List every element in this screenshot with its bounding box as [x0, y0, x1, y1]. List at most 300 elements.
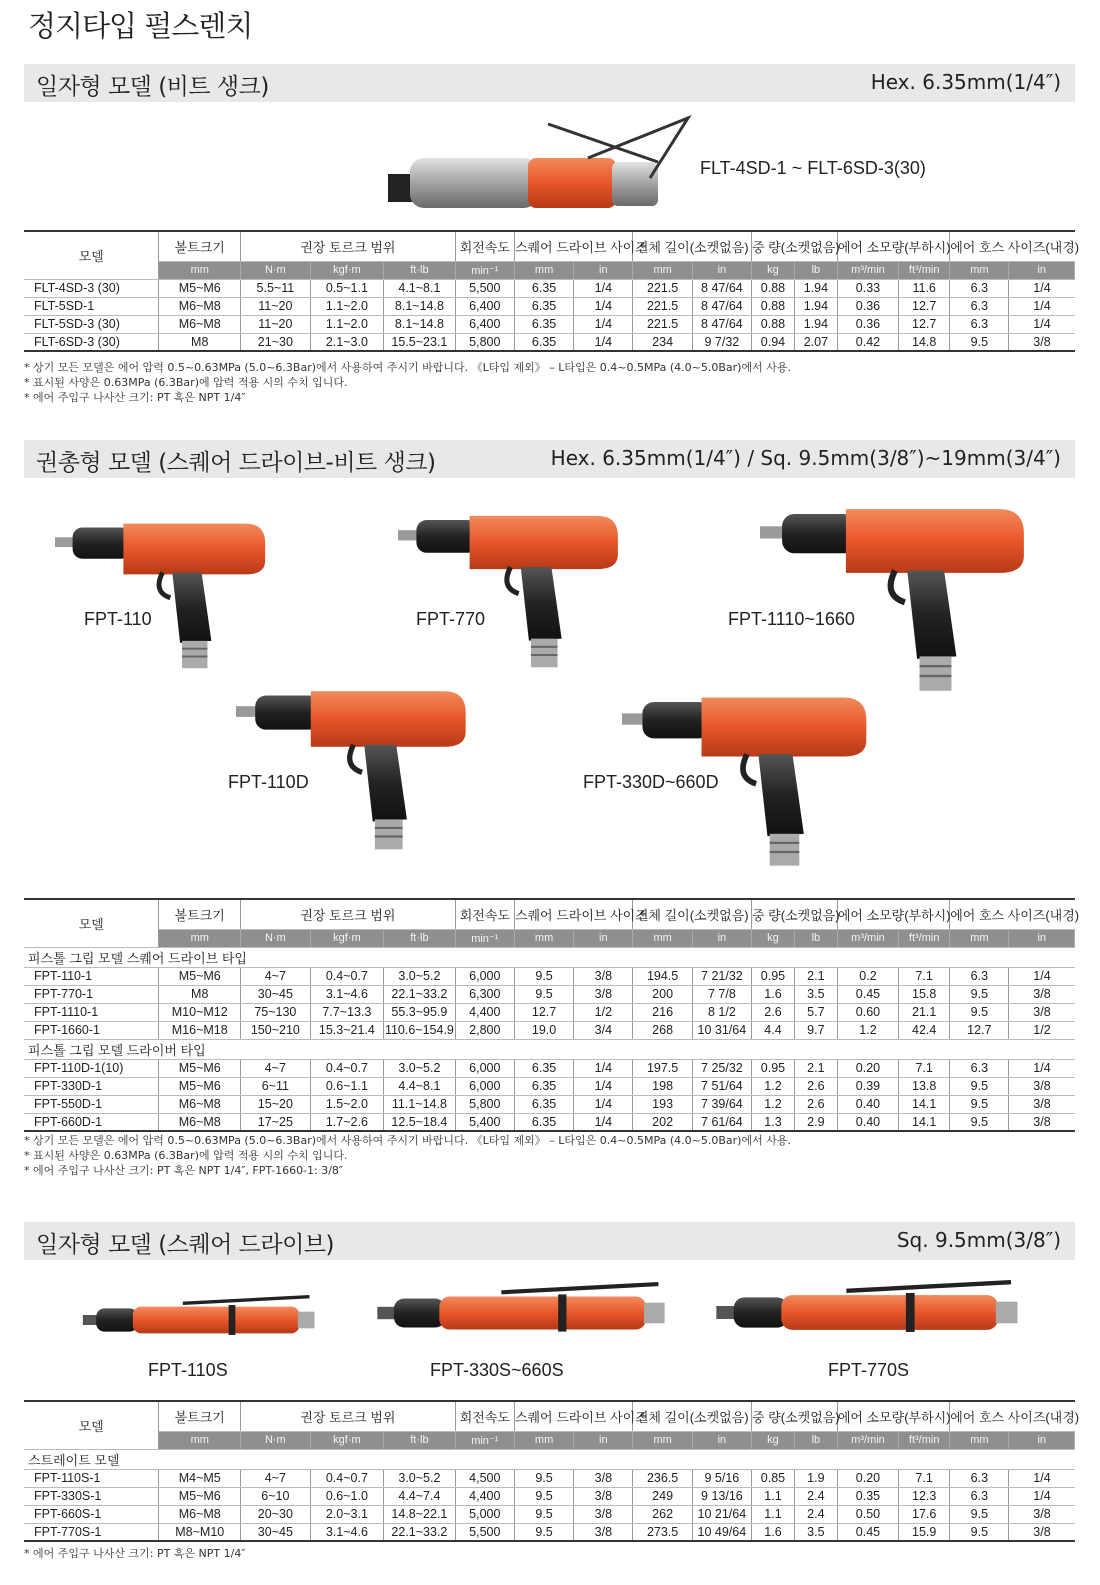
- value-cell: 9.5: [950, 1523, 1009, 1541]
- spec-table-fpt-straight: [24, 1400, 1080, 1542]
- value-cell: 2.07: [794, 333, 837, 351]
- value-cell: 1/4: [1009, 1487, 1075, 1505]
- value-cell: M6~M8: [159, 1095, 241, 1113]
- note-line: * 에어 주입구 나사산 크기: PT 혹은 NPT 1/4″: [24, 1547, 246, 1560]
- header-weight: 중 량(소켓없음): [752, 231, 838, 261]
- fpt-110-label: FPT-110: [84, 609, 152, 629]
- value-cell: 4.1~8.1: [384, 279, 456, 297]
- value-cell: 273.5: [633, 1523, 692, 1541]
- unit-label: mm: [950, 1431, 1009, 1449]
- value-cell: 268: [633, 1021, 692, 1039]
- value-cell: 15.8: [899, 985, 950, 1003]
- value-cell: 15.5~23.1: [384, 333, 456, 351]
- value-cell: 200: [633, 985, 692, 1003]
- section-header-straight-bit: [24, 64, 1075, 102]
- value-cell: 9.5: [950, 1095, 1009, 1113]
- header-bolt: 볼트크기: [159, 899, 241, 929]
- header-hose: 에어 호스 사이즈(내경): [950, 231, 1075, 261]
- value-cell: 7 7/8: [692, 985, 751, 1003]
- unit-label: N·m: [241, 929, 310, 947]
- value-cell: 6.35: [514, 333, 573, 351]
- value-cell: 262: [633, 1505, 692, 1523]
- fpt-330s-image: [372, 1282, 672, 1344]
- header-hose: 에어 호스 사이즈(내경): [950, 899, 1075, 929]
- value-cell: 0.4~0.7: [310, 967, 384, 985]
- value-cell: M8: [159, 985, 241, 1003]
- value-cell: M5~M6: [159, 1077, 241, 1095]
- model-cell: FPT-110D-1(10): [24, 1059, 159, 1077]
- table-row: [24, 1059, 1075, 1077]
- value-cell: 0.95: [752, 967, 795, 985]
- unit-label: kgf·m: [310, 1431, 384, 1449]
- value-cell: 6.3: [950, 279, 1009, 297]
- table-row: [24, 967, 1075, 985]
- value-cell: 1.1~2.0: [310, 297, 384, 315]
- unit-label: m³/min: [837, 261, 898, 279]
- model-cell: FPT-660D-1: [24, 1113, 159, 1131]
- value-cell: 249: [633, 1487, 692, 1505]
- header-weight: 중 량(소켓없음): [752, 899, 838, 929]
- value-cell: 3.0~5.2: [384, 1469, 456, 1487]
- value-cell: M6~M8: [159, 1505, 241, 1523]
- value-cell: 11~20: [241, 315, 310, 333]
- table-row: [24, 1113, 1075, 1131]
- fpt-1110-label: FPT-1110~1660: [728, 609, 855, 629]
- value-cell: 2.1: [794, 1059, 837, 1077]
- table-row: [24, 1487, 1075, 1505]
- value-cell: 0.45: [837, 985, 898, 1003]
- table-row: [24, 1505, 1075, 1523]
- value-cell: 19.0: [514, 1021, 573, 1039]
- value-cell: 9 5/16: [692, 1469, 751, 1487]
- unit-label: min⁻¹: [455, 1431, 514, 1449]
- value-cell: 6.35: [514, 1113, 573, 1131]
- value-cell: 7.1: [899, 1059, 950, 1077]
- value-cell: 1.6: [752, 985, 795, 1003]
- value-cell: 12.7: [899, 315, 950, 333]
- value-cell: 15.3~21.4: [310, 1021, 384, 1039]
- table-row: [24, 1021, 1075, 1039]
- fpt-110d-image: [236, 676, 471, 856]
- value-cell: 9.5: [950, 1113, 1009, 1131]
- value-cell: 1/4: [574, 1059, 633, 1077]
- fpt-110s-label: FPT-110S: [148, 1360, 228, 1380]
- value-cell: 0.35: [837, 1487, 898, 1505]
- fpt-110s-image: [62, 1295, 337, 1345]
- value-cell: 21~30: [241, 333, 310, 351]
- value-cell: 1.6: [752, 1523, 795, 1541]
- page-title: 정지타입 펄스렌치: [28, 9, 253, 43]
- table-row: [24, 279, 1075, 297]
- value-cell: 193: [633, 1095, 692, 1113]
- unit-label: N·m: [241, 1431, 310, 1449]
- value-cell: 9 7/32: [692, 333, 751, 351]
- unit-label: in: [1009, 1431, 1075, 1449]
- note-line: * 상기 모든 모델은 에어 압력 0.5~0.63MPa (5.0~6.3Bar)에서 사용하여 주시기 바랍니다. 《L타입 제외》 – L타입은 0.4~0.5MPa (4.0~5.0Bar)에서 사용.: [24, 361, 791, 374]
- value-cell: 0.88: [752, 315, 795, 333]
- table-row: [24, 1523, 1075, 1541]
- value-cell: 9.5: [514, 1487, 573, 1505]
- value-cell: 3/8: [574, 1487, 633, 1505]
- table-row: [24, 985, 1075, 1003]
- value-cell: 2.1~3.0: [310, 333, 384, 351]
- value-cell: M10~M12: [159, 1003, 241, 1021]
- value-cell: 3/8: [574, 967, 633, 985]
- value-cell: 1.94: [794, 297, 837, 315]
- value-cell: 6,400: [455, 297, 514, 315]
- header-speed: 회전속도: [455, 899, 514, 929]
- value-cell: 1.94: [794, 315, 837, 333]
- value-cell: 0.50: [837, 1505, 898, 1523]
- header-length: 전체 길이(소켓없음): [633, 1401, 752, 1431]
- model-cell: FLT-4SD-3 (30): [24, 279, 159, 297]
- section-spec: Sq. 9.5mm(3/8″): [896, 1228, 1061, 1252]
- flt-tool-label: FLT-4SD-1 ~ FLT-6SD-3(30): [700, 158, 926, 178]
- value-cell: 3.0~5.2: [384, 967, 456, 985]
- value-cell: 20~30: [241, 1505, 310, 1523]
- unit-label: mm: [633, 1431, 692, 1449]
- value-cell: 4~7: [241, 1059, 310, 1077]
- header-hose: 에어 호스 사이즈(내경): [950, 1401, 1075, 1431]
- model-cell: FPT-660S-1: [24, 1505, 159, 1523]
- value-cell: 6,400: [455, 315, 514, 333]
- value-cell: 4,500: [455, 1469, 514, 1487]
- value-cell: 3/8: [1009, 1003, 1075, 1021]
- section-spec: Hex. 6.35mm(1/4″) / Sq. 9.5mm(3/8″)~19mm(3/4″): [550, 446, 1061, 470]
- section-header-straight-square: [24, 1222, 1075, 1260]
- value-cell: 1.3: [752, 1113, 795, 1131]
- value-cell: 14.8~22.1: [384, 1505, 456, 1523]
- value-cell: 17.6: [899, 1505, 950, 1523]
- unit-label: min⁻¹: [455, 261, 514, 279]
- value-cell: 0.6~1.1: [310, 1077, 384, 1095]
- value-cell: 1/4: [1009, 1059, 1075, 1077]
- value-cell: 110.6~154.9: [384, 1023, 454, 1037]
- value-cell: 8 47/64: [692, 297, 751, 315]
- value-cell: 3/8: [574, 1523, 633, 1541]
- value-cell: M5~M6: [159, 279, 241, 297]
- value-cell: 22.1~33.2: [384, 1523, 456, 1541]
- header-length: 전체 길이(소켓없음): [633, 899, 752, 929]
- value-cell: 6.35: [514, 1059, 573, 1077]
- fpt-330s-label: FPT-330S~660S: [430, 1360, 564, 1380]
- value-cell: 8.1~14.8: [384, 315, 456, 333]
- fpt-770s-label: FPT-770S: [828, 1360, 910, 1380]
- value-cell: 12.7: [514, 1003, 573, 1021]
- value-cell: 7 51/64: [692, 1077, 751, 1095]
- value-cell: 14.1: [899, 1095, 950, 1113]
- value-cell: 9.5: [514, 985, 573, 1003]
- table-row: [24, 297, 1075, 315]
- table-row: [24, 333, 1075, 351]
- model-cell: FPT-770-1: [24, 985, 159, 1003]
- value-cell: M5~M6: [159, 1059, 241, 1077]
- value-cell: 7.1: [899, 967, 950, 985]
- value-cell: M5~M6: [159, 967, 241, 985]
- unit-label: ft³/min: [899, 929, 950, 947]
- value-cell: 8.1~14.8: [384, 297, 456, 315]
- model-cell: FPT-110-1: [24, 967, 159, 985]
- value-cell: 15~20: [241, 1095, 310, 1113]
- value-cell: 3/8: [1009, 1113, 1075, 1131]
- value-cell: 6.3: [950, 1059, 1009, 1077]
- value-cell: 3/8: [574, 1469, 633, 1487]
- value-cell: 2.6: [752, 1003, 795, 1021]
- value-cell: 3/8: [1009, 985, 1075, 1003]
- unit-label: in: [1009, 261, 1075, 279]
- unit-label: mm: [514, 261, 573, 279]
- value-cell: 1.2: [837, 1021, 898, 1039]
- unit-label: kgf·m: [310, 261, 384, 279]
- value-cell: 10 49/64: [692, 1523, 751, 1541]
- value-cell: 0.45: [837, 1523, 898, 1541]
- value-cell: 9.5: [950, 1077, 1009, 1095]
- value-cell: 236.5: [633, 1469, 692, 1487]
- value-cell: 1/4: [574, 333, 633, 351]
- value-cell: 0.36: [837, 315, 898, 333]
- table-row: [24, 315, 1075, 333]
- value-cell: 1/4: [1009, 1469, 1075, 1487]
- value-cell: 42.4: [899, 1021, 950, 1039]
- note-line: * 에어 주입구 나사산 크기: PT 혹은 NPT 1/4″: [24, 391, 246, 404]
- value-cell: 7 25/32: [692, 1059, 751, 1077]
- section-title: 일자형 모델 (스퀘어 드라이브): [36, 1232, 334, 1258]
- value-cell: 1.7~2.6: [310, 1113, 384, 1131]
- value-cell: 14.8: [899, 333, 950, 351]
- note-line: * 표시된 사양은 0.63MPa (6.3Bar)에 압력 적용 시의 수치 입니다.: [24, 376, 348, 389]
- value-cell: 0.33: [837, 279, 898, 297]
- unit-label: mm: [514, 929, 573, 947]
- unit-label: mm: [159, 1431, 241, 1449]
- value-cell: 5.5~11: [241, 279, 310, 297]
- value-cell: M16~M18: [159, 1021, 241, 1039]
- value-cell: 3.5: [794, 1523, 837, 1541]
- value-cell: 221.5: [633, 279, 692, 297]
- value-cell: 17~25: [241, 1113, 310, 1131]
- value-cell: 3.1~4.6: [310, 1523, 384, 1541]
- note-line: * 표시된 사양은 0.63MPa (6.3Bar)에 압력 적용 시의 수치 입니다.: [24, 1149, 348, 1162]
- unit-label: mm: [159, 929, 241, 947]
- value-cell: 2.4: [794, 1487, 837, 1505]
- notes-section1: [24, 360, 791, 405]
- fpt-1110-image: [760, 490, 1030, 700]
- value-cell: 6~11: [241, 1077, 310, 1095]
- value-cell: 3/8: [574, 985, 633, 1003]
- value-cell: 0.5~1.1: [310, 279, 384, 297]
- value-cell: M6~M8: [159, 297, 241, 315]
- value-cell: 1.1~2.0: [310, 315, 384, 333]
- value-cell: 9.5: [950, 333, 1009, 351]
- value-cell: 30~45: [241, 1523, 310, 1541]
- unit-label: mm: [633, 261, 692, 279]
- value-cell: 2.6: [794, 1095, 837, 1113]
- value-cell: 6.35: [514, 315, 573, 333]
- value-cell: 0.36: [837, 297, 898, 315]
- fpt-110d-label: FPT-110D: [228, 772, 309, 792]
- value-cell: 0.95: [752, 1059, 795, 1077]
- value-cell: 194.5: [633, 967, 692, 985]
- value-cell: 1/4: [1009, 297, 1075, 315]
- value-cell: 9.5: [950, 985, 1009, 1003]
- value-cell: 0.20: [837, 1469, 898, 1487]
- unit-label: ft·lb: [384, 1431, 456, 1449]
- value-cell: 5,500: [455, 1523, 514, 1541]
- value-cell: 3/8: [1009, 1505, 1075, 1523]
- value-cell: 1/4: [574, 1113, 633, 1131]
- value-cell: 6.35: [514, 279, 573, 297]
- table-row: [24, 1077, 1075, 1095]
- header-model: 모델: [24, 899, 159, 947]
- value-cell: 4~7: [241, 967, 310, 985]
- value-cell: 0.94: [752, 333, 795, 351]
- note-line: * 상기 모든 모델은 에어 압력 0.5~0.63MPa (5.0~6.3Bar)에서 사용하여 주시기 바랍니다. 《L타입 제외》 – L타입은 0.4~0.5MPa (4.0~5.0Bar)에서 사용.: [24, 1134, 791, 1147]
- section-title: 권총형 모델 (스퀘어 드라이브-비트 생크): [36, 450, 436, 476]
- value-cell: 6.35: [514, 1077, 573, 1095]
- value-cell: M5~M6: [159, 1487, 241, 1505]
- value-cell: 2.6: [794, 1077, 837, 1095]
- header-weight: 중 량(소켓없음): [752, 1401, 838, 1431]
- value-cell: 3.1~4.6: [310, 985, 384, 1003]
- value-cell: 6.3: [950, 297, 1009, 315]
- value-cell: 0.40: [837, 1095, 898, 1113]
- fpt-770s-image: [708, 1280, 1028, 1345]
- model-cell: FPT-330D-1: [24, 1077, 159, 1095]
- value-cell: 1.1: [752, 1505, 795, 1523]
- value-cell: 6~10: [241, 1487, 310, 1505]
- value-cell: 3/8: [1009, 1077, 1075, 1095]
- header-model: 모델: [24, 1401, 159, 1449]
- value-cell: 7.7~13.3: [310, 1003, 384, 1021]
- header-length: 전체 길이(소켓없음): [633, 231, 752, 261]
- value-cell: 12.3: [899, 1487, 950, 1505]
- model-cell: FPT-1110-1: [24, 1003, 159, 1021]
- value-cell: 3/8: [574, 1505, 633, 1523]
- value-cell: 3.5: [794, 985, 837, 1003]
- value-cell: 7 39/64: [692, 1095, 751, 1113]
- value-cell: M6~M8: [159, 1113, 241, 1131]
- value-cell: 11.6: [899, 279, 950, 297]
- value-cell: M8~M10: [159, 1523, 241, 1541]
- unit-label: ft·lb: [384, 261, 456, 279]
- value-cell: 1/4: [574, 1095, 633, 1113]
- value-cell: 1.94: [794, 279, 837, 297]
- value-cell: 6.3: [950, 967, 1009, 985]
- value-cell: 13.8: [899, 1077, 950, 1095]
- unit-label: in: [692, 1431, 751, 1449]
- value-cell: 75~130: [241, 1003, 310, 1021]
- value-cell: 55.3~95.9: [384, 1003, 456, 1021]
- value-cell: 9.5: [514, 1469, 573, 1487]
- group-label: 스트레이트 모델: [24, 1449, 1075, 1469]
- value-cell: 5,800: [455, 1095, 514, 1113]
- table-row: [24, 1095, 1075, 1113]
- unit-label: in: [574, 261, 633, 279]
- value-cell: 21.1: [899, 1003, 950, 1021]
- group-label: 피스톨 그립 모델 드라이버 타입: [24, 1039, 1075, 1059]
- value-cell: 2.0~3.1: [310, 1505, 384, 1523]
- header-drive: 스퀘어 드라이브 사이즈: [514, 231, 633, 261]
- value-cell: 3/8: [1009, 1523, 1075, 1541]
- value-cell: 3/8: [1009, 333, 1075, 351]
- value-cell: 30~45: [241, 985, 310, 1003]
- group-label: 피스톨 그립 모델 스퀘어 드라이브 타입: [24, 947, 1075, 967]
- unit-label: ft·lb: [384, 929, 456, 947]
- value-cell: 5,800: [455, 333, 514, 351]
- value-cell: 4.4~8.1: [384, 1077, 456, 1095]
- value-cell: 1.2: [752, 1095, 795, 1113]
- value-cell: 0.39: [837, 1077, 898, 1095]
- header-speed: 회전속도: [455, 231, 514, 261]
- unit-label: kg: [752, 261, 795, 279]
- model-cell: FPT-1660-1: [24, 1021, 159, 1039]
- value-cell: 2.1: [794, 967, 837, 985]
- unit-label: ft³/min: [899, 261, 950, 279]
- header-torque: 권장 토르크 범위: [241, 1401, 456, 1431]
- header-torque: 권장 토르크 범위: [241, 231, 456, 261]
- value-cell: 3/8: [1009, 1095, 1075, 1113]
- value-cell: 1.1: [752, 1487, 795, 1505]
- value-cell: 4~7: [241, 1469, 310, 1487]
- value-cell: 10 31/64: [692, 1021, 751, 1039]
- unit-label: in: [692, 929, 751, 947]
- model-cell: FPT-770S-1: [24, 1523, 159, 1541]
- value-cell: 0.4~0.7: [310, 1469, 384, 1487]
- unit-label: mm: [633, 929, 692, 947]
- header-air: 에어 소모량(부하시): [837, 231, 949, 261]
- value-cell: 12.5~18.4: [384, 1113, 456, 1131]
- unit-label: mm: [950, 261, 1009, 279]
- fpt-770-label: FPT-770: [416, 609, 486, 629]
- value-cell: 6.35: [514, 297, 573, 315]
- value-cell: 9.5: [514, 967, 573, 985]
- value-cell: M4~M5: [159, 1469, 241, 1487]
- unit-label: in: [692, 261, 751, 279]
- value-cell: 0.2: [837, 967, 898, 985]
- notes-section2: [24, 1133, 791, 1178]
- value-cell: 150~210: [241, 1021, 310, 1039]
- model-cell: FPT-110S-1: [24, 1469, 159, 1487]
- unit-label: kg: [752, 1431, 795, 1449]
- value-cell: 9 13/16: [692, 1487, 751, 1505]
- value-cell: 1/4: [574, 297, 633, 315]
- value-cell: 6,000: [455, 1059, 514, 1077]
- value-cell: 2.4: [794, 1505, 837, 1523]
- value-cell: 1/4: [1009, 315, 1075, 333]
- value-cell: 6.3: [950, 1469, 1009, 1487]
- unit-label: ft³/min: [899, 1431, 950, 1449]
- value-cell: 216: [633, 1003, 692, 1021]
- fpt-330d-label: FPT-330D~660D: [583, 772, 719, 792]
- value-cell: 1/4: [574, 279, 633, 297]
- value-cell: 6.35: [514, 1095, 573, 1113]
- value-cell: 1/4: [1009, 279, 1075, 297]
- header-bolt: 볼트크기: [159, 231, 241, 261]
- model-cell: FLT-5SD-3 (30): [24, 315, 159, 333]
- value-cell: 3/4: [574, 1021, 633, 1039]
- unit-label: mm: [159, 261, 241, 279]
- value-cell: 8 47/64: [692, 279, 751, 297]
- value-cell: 8 47/64: [692, 315, 751, 333]
- value-cell: 0.4~0.7: [310, 1059, 384, 1077]
- unit-label: mm: [514, 1431, 573, 1449]
- fpt-770-image: [398, 500, 623, 675]
- value-cell: 12.7: [950, 1021, 1009, 1039]
- notes-section3: [24, 1546, 245, 1561]
- value-cell: 197.5: [633, 1059, 692, 1077]
- value-cell: 2,800: [455, 1021, 514, 1039]
- value-cell: 10 21/64: [692, 1505, 751, 1523]
- value-cell: 234: [633, 333, 692, 351]
